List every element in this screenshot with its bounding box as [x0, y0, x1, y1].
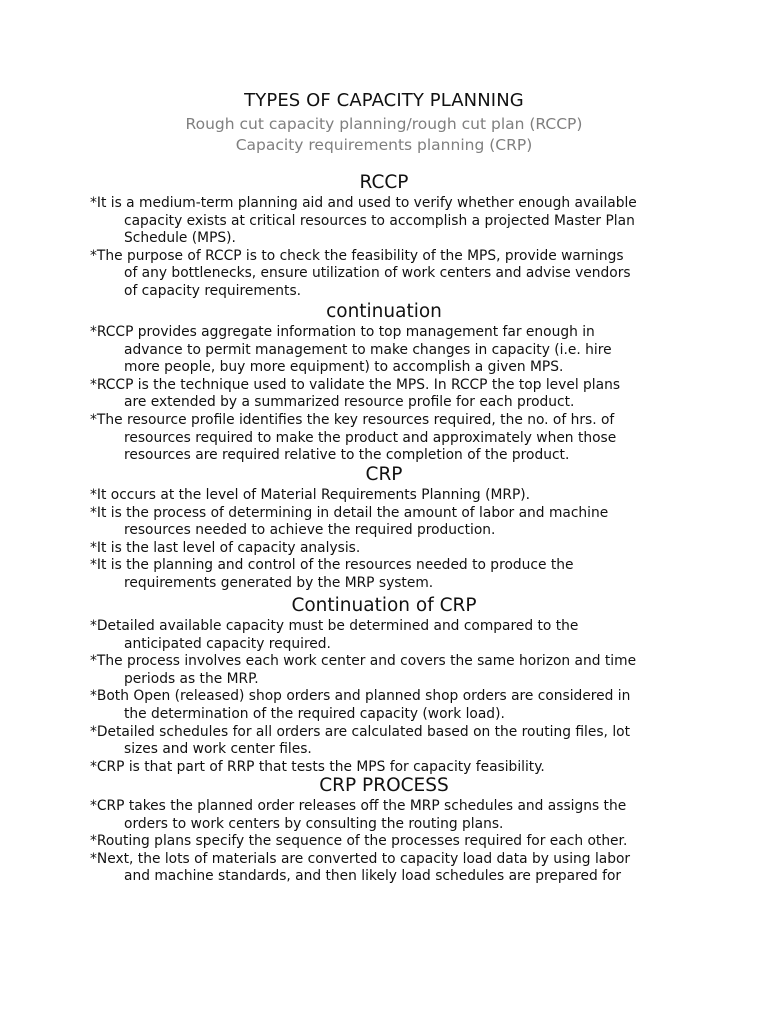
list-item	[90, 487, 690, 505]
list-item	[90, 412, 690, 465]
list-item	[90, 618, 690, 653]
bullet-line: orders to work centers by consulting the routing plans.	[124, 815, 504, 832]
bullet-line: *CRP takes the planned order releases off the MRP schedules and assigns the	[90, 798, 627, 814]
bullet-line: *RCCP is the technique used to validate the MPS. In RCCP the top level plans	[90, 376, 621, 393]
bullet-line: of any bottlenecks, ensure utilization of work centers and advise vendors	[124, 265, 631, 282]
list-item	[90, 688, 690, 723]
bullet-line: *Detailed available capacity must be determined and compared to the	[90, 618, 579, 634]
bullet-line: *The purpose of RCCP is to check the feasibility of the MPS, provide warnings	[90, 247, 624, 264]
section-heading: Continuation of CRP	[291, 595, 477, 616]
list-item	[90, 195, 690, 248]
list-item	[90, 833, 690, 851]
bullet-line: *The process involves each work center and covers the same horizon and time	[90, 653, 637, 670]
list-item	[90, 324, 690, 377]
list-item	[90, 798, 690, 833]
bullet-line: *Detailed schedules for all orders are calculated based on the routing files, lot	[90, 723, 631, 740]
bullet-line: of capacity requirements.	[124, 282, 302, 299]
list-item	[90, 377, 690, 412]
bullet-line: *It is the process of determining in detail the amount of labor and machine	[90, 504, 609, 521]
list-item	[90, 653, 690, 688]
list-item	[90, 557, 690, 592]
section-crp-process	[90, 774, 690, 886]
bullet-line: *Routing plans specify the sequence of the processes required for each other.	[90, 833, 628, 850]
section-heading: RCCP	[359, 172, 409, 193]
bullet-line: periods as the MRP.	[124, 670, 259, 687]
bullet-line: *The resource profile identifies the key resources required, the no. of hrs. of	[90, 411, 615, 428]
bullet-line: capacity exists at critical resources to accomplish a projected Master Plan	[124, 212, 635, 229]
bullet-line: sizes and work center files.	[124, 741, 312, 758]
bullet-line: the determination of the required capacity (work load).	[124, 705, 505, 722]
list-item	[90, 248, 690, 301]
bullet-line: are extended by a summarized resource profile for each product.	[124, 394, 575, 411]
bullet-line: *It is the planning and control of the resources needed to produce the	[90, 557, 574, 574]
subtitle-rccp: Rough cut capacity planning/rough cut plan (RCCP)	[185, 115, 583, 133]
section-crp	[90, 463, 690, 593]
bullet-line: Schedule (MPS).	[124, 230, 236, 247]
bullet-line: *It occurs at the level of Material Requirements Planning (MRP).	[90, 487, 531, 503]
list-item	[90, 540, 690, 558]
bullet-line: requirements generated by the MRP system.	[124, 574, 434, 591]
bullet-line: *CRP is that part of RRP that tests the MPS for capacity feasibility.	[90, 758, 545, 775]
subtitle-crp: Capacity requirements planning (CRP)	[235, 136, 533, 154]
section-heading: continuation	[326, 301, 442, 322]
bullet-line: *It is the last level of capacity analysis.	[90, 539, 361, 556]
section-continuation	[90, 300, 690, 465]
bullet-line: advance to permit management to make changes in capacity (i.e. hire	[124, 341, 612, 358]
list-item	[90, 851, 690, 886]
section-continuation-of-crp	[90, 594, 690, 776]
section-rccp	[90, 171, 690, 301]
bullet-line: and machine standards, and then likely load schedules are prepared for	[124, 868, 622, 885]
bullet-line: *Both Open (released) shop orders and planned shop orders are considered in	[90, 688, 631, 705]
bullet-line: *Next, the lots of materials are converted to capacity load data by using labor	[90, 850, 631, 867]
section-heading: CRP PROCESS	[319, 775, 449, 796]
list-item	[90, 505, 690, 540]
page-title: TYPES OF CAPACITY PLANNING	[244, 90, 524, 111]
bullet-line: resources needed to achieve the required production.	[124, 522, 496, 539]
bullet-line: *It is a medium-term planning aid and used to verify whether enough available	[90, 195, 637, 211]
bullet-line: resources are required relative to the completion of the product.	[124, 447, 570, 464]
list-item	[90, 724, 690, 759]
section-heading: CRP	[365, 464, 403, 485]
bullet-line: more people, buy more equipment) to accomplish a given MPS.	[124, 359, 564, 376]
bullet-line: *RCCP provides aggregate information to top management far enough in	[90, 324, 595, 340]
bullet-line: anticipated capacity required.	[124, 635, 331, 652]
bullet-line: resources required to make the product and approximately when those	[124, 429, 617, 446]
